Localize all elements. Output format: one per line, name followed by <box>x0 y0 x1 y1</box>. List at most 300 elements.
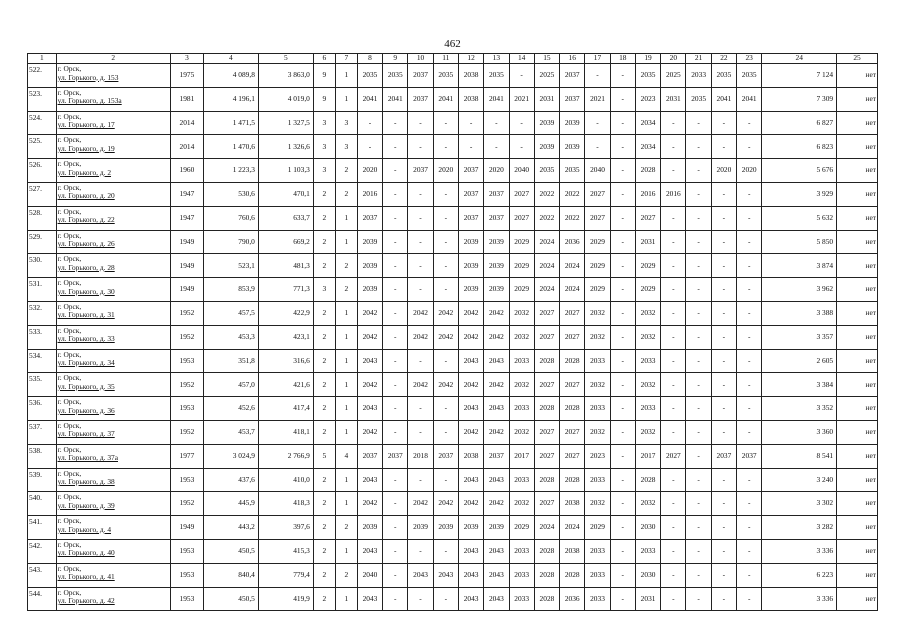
repair-year-cell: 2037 <box>408 64 433 88</box>
address-cell <box>56 444 170 468</box>
repair-year-cell: 2028 <box>534 349 559 373</box>
repair-year-cell: - <box>383 301 408 325</box>
flag-cell: нет <box>837 301 878 325</box>
table-row <box>28 111 878 135</box>
column-header: 21 <box>686 54 711 64</box>
repair-year-cell: - <box>433 587 458 611</box>
repair-year-cell: 2031 <box>635 587 660 611</box>
repair-year-cell: 2039 <box>458 516 483 540</box>
address-cell <box>56 87 170 111</box>
repair-year-cell: - <box>433 278 458 302</box>
living-area-cell: 316,6 <box>258 349 313 373</box>
street-text: ул. Горького, д. 30 <box>57 286 115 296</box>
table-row <box>28 373 878 397</box>
repair-year-cell: 2023 <box>585 444 610 468</box>
repair-year-cell: - <box>610 325 635 349</box>
repair-year-cell: 2039 <box>357 254 382 278</box>
living-area-cell: 2 766,9 <box>258 444 313 468</box>
repair-year-cell: - <box>610 587 635 611</box>
build-year-cell: 1949 <box>170 254 203 278</box>
build-year-cell: 1981 <box>170 87 203 111</box>
repair-year-cell: - <box>383 111 408 135</box>
city-text: г. Орск, <box>57 539 82 549</box>
repair-year-cell: 2028 <box>534 397 559 421</box>
street-text: ул. Горького, д. 22 <box>57 215 115 225</box>
repair-year-cell: - <box>711 468 736 492</box>
address-cell <box>56 254 170 278</box>
repair-year-cell: - <box>610 444 635 468</box>
city-text: г. Орск, <box>57 325 82 335</box>
repair-year-cell: - <box>661 230 686 254</box>
build-year-cell: 1953 <box>170 539 203 563</box>
column-header: 25 <box>837 54 878 64</box>
repair-year-cell: 2033 <box>635 397 660 421</box>
repair-year-cell: - <box>610 420 635 444</box>
repair-year-cell: 2033 <box>686 64 711 88</box>
floors-cell: 2 <box>313 397 335 421</box>
cost-cell: 5 850 <box>762 230 837 254</box>
repair-year-cell: - <box>433 182 458 206</box>
flag-cell: нет <box>837 206 878 230</box>
column-header: 17 <box>585 54 610 64</box>
repair-year-cell: - <box>610 492 635 516</box>
column-header: 12 <box>458 54 483 64</box>
flag-cell: нет <box>837 182 878 206</box>
city-text: г. Орск, <box>57 492 82 502</box>
repair-year-cell: 2042 <box>484 492 509 516</box>
repair-year-cell: - <box>661 325 686 349</box>
repair-year-cell: - <box>610 563 635 587</box>
repair-year-cell: - <box>686 373 711 397</box>
repair-year-cell: 2037 <box>560 64 585 88</box>
flag-cell: нет <box>837 539 878 563</box>
table-row <box>28 420 878 444</box>
living-area-cell: 415,3 <box>258 539 313 563</box>
total-area-cell: 1 471,5 <box>203 111 258 135</box>
repair-year-cell: - <box>509 64 534 88</box>
repair-year-cell: - <box>686 563 711 587</box>
city-text: г. Орск, <box>57 373 82 383</box>
repair-year-cell: 2037 <box>433 444 458 468</box>
repair-year-cell: 2043 <box>408 563 433 587</box>
repair-year-cell: - <box>610 349 635 373</box>
repair-year-cell: 2042 <box>458 373 483 397</box>
repair-year-cell: - <box>610 301 635 325</box>
street-text: ул. Горького, д. 2 <box>57 167 112 177</box>
table-row <box>28 230 878 254</box>
repair-year-cell: - <box>711 587 736 611</box>
repair-year-cell: 2039 <box>357 516 382 540</box>
build-year-cell: 1953 <box>170 587 203 611</box>
column-header: 9 <box>383 54 408 64</box>
entrances-cell: 1 <box>335 420 357 444</box>
repair-year-cell: 2043 <box>484 397 509 421</box>
repair-year-cell: 2032 <box>635 373 660 397</box>
repair-year-cell: 2033 <box>585 563 610 587</box>
repair-year-cell: - <box>383 230 408 254</box>
repair-year-cell: - <box>408 539 433 563</box>
flag-cell: нет <box>837 64 878 88</box>
repair-year-cell: - <box>433 135 458 159</box>
row-number: 534. <box>28 349 57 373</box>
floors-cell: 2 <box>313 420 335 444</box>
repair-year-cell: 2032 <box>509 325 534 349</box>
repair-year-cell: - <box>737 516 762 540</box>
address-cell <box>56 159 170 183</box>
build-year-cell: 1975 <box>170 64 203 88</box>
cost-cell: 3 388 <box>762 301 837 325</box>
repair-year-cell: - <box>408 278 433 302</box>
flag-cell: нет <box>837 349 878 373</box>
flag-cell: нет <box>837 254 878 278</box>
build-year-cell: 2014 <box>170 135 203 159</box>
row-number: 530. <box>28 254 57 278</box>
address-cell <box>56 539 170 563</box>
city-text: г. Орск, <box>57 397 82 407</box>
repair-year-cell: - <box>737 278 762 302</box>
repair-year-cell: - <box>408 468 433 492</box>
repair-year-cell: 2035 <box>635 64 660 88</box>
housing-register-table <box>27 53 878 611</box>
repair-year-cell: 2035 <box>711 64 736 88</box>
repair-year-cell: - <box>383 325 408 349</box>
repair-year-cell: - <box>686 420 711 444</box>
column-header: 11 <box>433 54 458 64</box>
repair-year-cell: - <box>686 468 711 492</box>
column-header: 2 <box>56 54 170 64</box>
row-number: 540. <box>28 492 57 516</box>
repair-year-cell: 2043 <box>458 563 483 587</box>
build-year-cell: 2014 <box>170 111 203 135</box>
repair-year-cell: 2032 <box>635 325 660 349</box>
repair-year-cell: 2037 <box>357 206 382 230</box>
repair-year-cell: 2024 <box>534 254 559 278</box>
repair-year-cell: 2043 <box>484 563 509 587</box>
cost-cell: 3 282 <box>762 516 837 540</box>
table-row <box>28 492 878 516</box>
repair-year-cell: 2039 <box>357 230 382 254</box>
row-number: 526. <box>28 159 57 183</box>
address-cell <box>56 492 170 516</box>
repair-year-cell: - <box>737 539 762 563</box>
repair-year-cell: 2037 <box>484 444 509 468</box>
row-number: 524. <box>28 111 57 135</box>
living-area-cell: 423,1 <box>258 325 313 349</box>
repair-year-cell: - <box>458 111 483 135</box>
repair-year-cell: - <box>383 182 408 206</box>
repair-year-cell: 2031 <box>661 87 686 111</box>
living-area-cell: 669,2 <box>258 230 313 254</box>
total-area-cell: 452,6 <box>203 397 258 421</box>
street-text: ул. Горького, д. 26 <box>57 239 115 249</box>
city-text: г. Орск, <box>57 87 82 97</box>
repair-year-cell: 2041 <box>433 87 458 111</box>
repair-year-cell: 2039 <box>408 516 433 540</box>
living-area-cell: 633,7 <box>258 206 313 230</box>
repair-year-cell: 2027 <box>560 420 585 444</box>
repair-year-cell: - <box>711 420 736 444</box>
repair-year-cell: 2036 <box>560 587 585 611</box>
repair-year-cell: 2029 <box>585 516 610 540</box>
repair-year-cell: 2042 <box>408 325 433 349</box>
repair-year-cell: - <box>408 397 433 421</box>
address-cell <box>56 420 170 444</box>
entrances-cell: 1 <box>335 206 357 230</box>
repair-year-cell: - <box>383 254 408 278</box>
repair-year-cell: 2032 <box>585 492 610 516</box>
total-area-cell: 523,1 <box>203 254 258 278</box>
repair-year-cell: 2028 <box>534 468 559 492</box>
repair-year-cell: - <box>661 159 686 183</box>
repair-year-cell: - <box>686 516 711 540</box>
repair-year-cell: 2039 <box>534 135 559 159</box>
flag-cell: нет <box>837 87 878 111</box>
street-text: ул. Горького, д. 153 <box>57 72 119 82</box>
repair-year-cell: 2037 <box>711 444 736 468</box>
repair-year-cell: - <box>433 206 458 230</box>
repair-year-cell: - <box>383 420 408 444</box>
repair-year-cell: 2032 <box>585 420 610 444</box>
build-year-cell: 1949 <box>170 516 203 540</box>
street-text: ул. Горького, д. 38 <box>57 477 115 487</box>
total-area-cell: 530,6 <box>203 182 258 206</box>
column-header: 22 <box>711 54 736 64</box>
repair-year-cell: 2035 <box>357 64 382 88</box>
repair-year-cell: 2038 <box>560 492 585 516</box>
repair-year-cell: 2043 <box>458 539 483 563</box>
floors-cell: 2 <box>313 563 335 587</box>
repair-year-cell: - <box>661 420 686 444</box>
flag-cell: нет <box>837 444 878 468</box>
total-area-cell: 450,5 <box>203 539 258 563</box>
repair-year-cell: - <box>509 111 534 135</box>
repair-year-cell: 2027 <box>661 444 686 468</box>
repair-year-cell: - <box>610 539 635 563</box>
repair-year-cell: - <box>711 301 736 325</box>
repair-year-cell: 2033 <box>509 397 534 421</box>
floors-cell: 2 <box>313 301 335 325</box>
repair-year-cell: - <box>686 539 711 563</box>
repair-year-cell: 2032 <box>509 373 534 397</box>
repair-year-cell: 2024 <box>534 230 559 254</box>
repair-year-cell: 2042 <box>433 492 458 516</box>
repair-year-cell: 2031 <box>534 87 559 111</box>
city-text: г. Орск, <box>57 420 82 430</box>
city-text: г. Орск, <box>57 301 82 311</box>
column-header: 23 <box>737 54 762 64</box>
repair-year-cell: - <box>610 159 635 183</box>
living-area-cell: 417,4 <box>258 397 313 421</box>
repair-year-cell: - <box>383 539 408 563</box>
repair-year-cell: - <box>408 254 433 278</box>
repair-year-cell: 2042 <box>433 301 458 325</box>
page-number: 462 <box>444 38 461 50</box>
repair-year-cell: 2029 <box>585 278 610 302</box>
repair-year-cell: - <box>610 397 635 421</box>
entrances-cell: 1 <box>335 230 357 254</box>
cost-cell: 3 302 <box>762 492 837 516</box>
repair-year-cell: 2043 <box>357 397 382 421</box>
repair-year-cell: - <box>408 420 433 444</box>
street-text: ул. Горького, д. 20 <box>57 191 115 201</box>
living-area-cell: 422,9 <box>258 301 313 325</box>
repair-year-cell: 2029 <box>509 516 534 540</box>
repair-year-cell: 2035 <box>560 159 585 183</box>
repair-year-cell: 2027 <box>534 373 559 397</box>
repair-year-cell: - <box>737 587 762 611</box>
flag-cell: нет <box>837 468 878 492</box>
repair-year-cell: 2043 <box>458 397 483 421</box>
repair-year-cell: 2016 <box>357 182 382 206</box>
row-number: 544. <box>28 587 57 611</box>
repair-year-cell: - <box>711 397 736 421</box>
build-year-cell: 1953 <box>170 349 203 373</box>
repair-year-cell: 2039 <box>484 516 509 540</box>
repair-year-cell: 2020 <box>711 159 736 183</box>
entrances-cell: 1 <box>335 539 357 563</box>
repair-year-cell: - <box>686 349 711 373</box>
floors-cell: 3 <box>313 159 335 183</box>
repair-year-cell: - <box>383 159 408 183</box>
repair-year-cell: - <box>711 563 736 587</box>
entrances-cell: 2 <box>335 278 357 302</box>
floors-cell: 2 <box>313 587 335 611</box>
street-text: ул. Горького, д. 39 <box>57 500 115 510</box>
row-number: 525. <box>28 135 57 159</box>
repair-year-cell: 2041 <box>737 87 762 111</box>
table-row <box>28 87 878 111</box>
repair-year-cell: 2027 <box>534 301 559 325</box>
repair-year-cell: 2033 <box>509 587 534 611</box>
repair-year-cell: - <box>661 301 686 325</box>
street-text: ул. Горького, д. 4 <box>57 524 112 534</box>
repair-year-cell: - <box>408 587 433 611</box>
repair-year-cell: 2039 <box>433 516 458 540</box>
repair-year-cell: - <box>737 468 762 492</box>
column-number-row <box>28 54 878 64</box>
city-text: г. Орск, <box>57 563 82 573</box>
floors-cell: 3 <box>313 278 335 302</box>
repair-year-cell: 2024 <box>560 516 585 540</box>
row-number: 535. <box>28 373 57 397</box>
repair-year-cell: 2038 <box>560 539 585 563</box>
repair-year-cell: 2042 <box>357 325 382 349</box>
repair-year-cell: 2032 <box>509 420 534 444</box>
repair-year-cell: 2037 <box>458 159 483 183</box>
row-number: 533. <box>28 325 57 349</box>
repair-year-cell: 2042 <box>357 373 382 397</box>
repair-year-cell: 2021 <box>585 87 610 111</box>
repair-year-cell: 2028 <box>635 159 660 183</box>
repair-year-cell: - <box>686 492 711 516</box>
repair-year-cell: - <box>661 539 686 563</box>
flag-cell: нет <box>837 397 878 421</box>
floors-cell: 2 <box>313 206 335 230</box>
repair-year-cell: 2041 <box>711 87 736 111</box>
total-area-cell: 443,2 <box>203 516 258 540</box>
repair-year-cell: 2037 <box>458 182 483 206</box>
cost-cell: 3 240 <box>762 468 837 492</box>
repair-year-cell: - <box>610 468 635 492</box>
repair-year-cell: 2033 <box>585 587 610 611</box>
city-text: г. Орск, <box>57 182 82 192</box>
living-area-cell: 418,1 <box>258 420 313 444</box>
living-area-cell: 470,1 <box>258 182 313 206</box>
repair-year-cell: - <box>610 254 635 278</box>
repair-year-cell: 2029 <box>509 230 534 254</box>
table-row <box>28 206 878 230</box>
street-text: ул. Горького, д. 37а <box>57 453 118 463</box>
repair-year-cell: - <box>686 301 711 325</box>
repair-year-cell: 2041 <box>484 87 509 111</box>
repair-year-cell: 2043 <box>357 587 382 611</box>
city-text: г. Орск, <box>57 278 82 288</box>
street-text: ул. Горького, д. 19 <box>57 143 115 153</box>
repair-year-cell: 2029 <box>585 254 610 278</box>
repair-year-cell: 2020 <box>737 159 762 183</box>
entrances-cell: 2 <box>335 516 357 540</box>
street-text: ул. Горького, д. 17 <box>57 120 115 130</box>
table-row <box>28 444 878 468</box>
repair-year-cell: 2032 <box>509 301 534 325</box>
repair-year-cell: 2025 <box>661 64 686 88</box>
repair-year-cell: 2042 <box>458 301 483 325</box>
column-header: 14 <box>509 54 534 64</box>
repair-year-cell: - <box>383 373 408 397</box>
repair-year-cell: 2024 <box>534 278 559 302</box>
entrances-cell: 2 <box>335 182 357 206</box>
repair-year-cell: - <box>711 111 736 135</box>
table-row <box>28 325 878 349</box>
repair-year-cell: 2033 <box>585 539 610 563</box>
repair-year-cell: - <box>686 278 711 302</box>
row-number: 531. <box>28 278 57 302</box>
repair-year-cell: 2027 <box>585 206 610 230</box>
repair-year-cell: 2043 <box>484 349 509 373</box>
repair-year-cell: - <box>737 563 762 587</box>
street-text: ул. Горького, д. 34 <box>57 358 115 368</box>
cost-cell: 8 541 <box>762 444 837 468</box>
repair-year-cell: 2039 <box>560 111 585 135</box>
repair-year-cell: - <box>383 468 408 492</box>
repair-year-cell: - <box>737 420 762 444</box>
repair-year-cell: 2032 <box>585 373 610 397</box>
repair-year-cell: - <box>737 206 762 230</box>
repair-year-cell: 2042 <box>484 301 509 325</box>
repair-year-cell: - <box>408 135 433 159</box>
repair-year-cell: - <box>661 111 686 135</box>
repair-year-cell: 2035 <box>737 64 762 88</box>
repair-year-cell: - <box>686 325 711 349</box>
address-cell <box>56 230 170 254</box>
repair-year-cell: - <box>610 373 635 397</box>
repair-year-cell: 2037 <box>408 87 433 111</box>
living-area-cell: 4 019,0 <box>258 87 313 111</box>
living-area-cell: 779,4 <box>258 563 313 587</box>
repair-year-cell: - <box>433 230 458 254</box>
entrances-cell: 4 <box>335 444 357 468</box>
address-cell <box>56 111 170 135</box>
cost-cell: 3 336 <box>762 539 837 563</box>
column-header: 6 <box>313 54 335 64</box>
build-year-cell: 1952 <box>170 373 203 397</box>
total-area-cell: 453,3 <box>203 325 258 349</box>
repair-year-cell: 2028 <box>534 539 559 563</box>
repair-year-cell: 2038 <box>458 64 483 88</box>
row-number: 538. <box>28 444 57 468</box>
repair-year-cell: 2024 <box>560 278 585 302</box>
city-text: г. Орск, <box>57 135 82 145</box>
